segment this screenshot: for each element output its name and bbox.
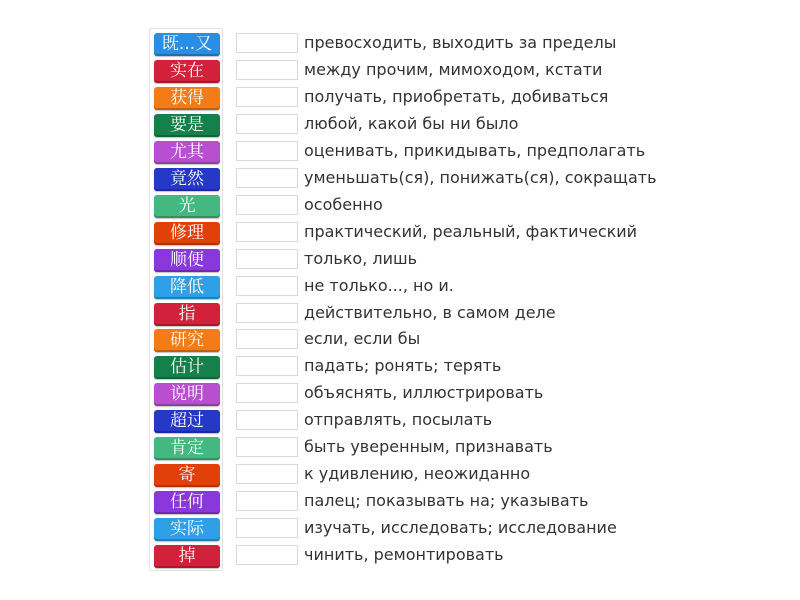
drop-slot[interactable] — [236, 518, 298, 538]
definition-row — [236, 491, 696, 513]
definition-row — [236, 410, 696, 432]
definition-row — [236, 60, 696, 82]
definition-row — [236, 383, 696, 405]
word-tile[interactable]: 顺便 — [154, 249, 220, 272]
definition-row — [236, 276, 696, 298]
word-tile[interactable]: 竟然 — [154, 168, 220, 191]
definition-text: падать; ронять; терять — [304, 356, 502, 376]
definition-text: только, лишь — [304, 248, 418, 268]
definition-text: быть уверенным, признавать — [304, 437, 553, 457]
drop-slot[interactable] — [236, 60, 298, 80]
drop-slot[interactable] — [236, 276, 298, 296]
definition-text: особенно — [304, 194, 383, 214]
definition-row — [236, 303, 696, 325]
definition-text: если, если бы — [304, 329, 421, 349]
definition-row — [236, 114, 696, 136]
word-tile[interactable]: 说明 — [154, 383, 220, 406]
word-tile[interactable]: 肯定 — [154, 437, 220, 460]
drop-slot[interactable] — [236, 33, 298, 53]
definition-text: палец; показывать на; указывать — [304, 491, 589, 511]
drop-slot[interactable] — [236, 356, 298, 376]
word-tile[interactable]: 实在 — [154, 60, 220, 83]
drop-slot[interactable] — [236, 195, 298, 215]
definition-row — [236, 141, 696, 163]
word-tile-panel — [149, 28, 223, 571]
definition-text: уменьшать(ся), понижать(ся), сокращать — [304, 167, 657, 187]
definition-row — [236, 329, 696, 351]
definition-text: превосходить, выходить за пределы — [304, 33, 617, 52]
word-tile[interactable]: 尤其 — [154, 141, 220, 164]
drop-slot[interactable] — [236, 303, 298, 323]
drop-slot[interactable] — [236, 545, 298, 565]
drop-slot[interactable] — [236, 491, 298, 511]
drop-slot[interactable] — [236, 168, 298, 188]
definition-text: к удивлению, неожиданно — [304, 464, 531, 484]
definition-row — [236, 437, 696, 459]
definition-row — [236, 518, 696, 540]
word-tile[interactable]: 降低 — [154, 276, 220, 299]
definition-text: получать, приобретать, добиваться — [304, 86, 609, 106]
definition-row — [236, 545, 696, 567]
definition-text: чинить, ремонтировать — [304, 545, 504, 565]
word-tile[interactable]: 超过 — [154, 410, 220, 433]
drop-slot[interactable] — [236, 437, 298, 457]
word-tile[interactable]: 指 — [154, 303, 220, 326]
definition-row — [236, 87, 696, 109]
word-tile[interactable]: 既...又 — [154, 33, 220, 56]
definition-text: не только..., но и. — [304, 275, 454, 295]
word-tile[interactable]: 研究 — [154, 329, 220, 352]
definition-row — [236, 168, 696, 190]
word-tile[interactable]: 获得 — [154, 87, 220, 110]
drop-slot[interactable] — [236, 141, 298, 161]
word-tile[interactable]: 寄 — [154, 464, 220, 487]
drop-slot[interactable] — [236, 410, 298, 430]
definition-text: отправлять, посылать — [304, 410, 493, 430]
definition-text: оценивать, прикидывать, предполагать — [304, 140, 646, 160]
definition-row — [236, 249, 696, 271]
drop-slot[interactable] — [236, 464, 298, 484]
drop-slot[interactable] — [236, 383, 298, 403]
drop-slot[interactable] — [236, 114, 298, 134]
definition-text: изучать, исследовать; исследование — [304, 518, 617, 538]
drop-slot[interactable] — [236, 222, 298, 242]
definition-row — [236, 195, 696, 217]
word-tile[interactable]: 修理 — [154, 222, 220, 245]
definition-text: объяснять, иллюстрировать — [304, 383, 544, 403]
word-tile[interactable]: 实际 — [154, 518, 220, 541]
drop-slot[interactable] — [236, 87, 298, 107]
definition-row — [236, 356, 696, 378]
definition-text: действительно, в самом деле — [304, 302, 556, 322]
word-tile[interactable]: 任何 — [154, 491, 220, 514]
drop-slot[interactable] — [236, 329, 298, 349]
word-tile[interactable]: 光 — [154, 195, 220, 218]
definition-row — [236, 33, 696, 55]
definition-text: любой, какой бы ни было — [304, 113, 519, 133]
word-tile[interactable]: 掉 — [154, 545, 220, 568]
definition-row — [236, 464, 696, 486]
definition-text: практический, реальный, фактический — [304, 221, 638, 241]
definition-row — [236, 222, 696, 244]
word-tile[interactable]: 要是 — [154, 114, 220, 137]
definition-text: между прочим, мимоходом, кстати — [304, 59, 603, 79]
word-tile[interactable]: 估计 — [154, 356, 220, 379]
drop-slot[interactable] — [236, 249, 298, 269]
